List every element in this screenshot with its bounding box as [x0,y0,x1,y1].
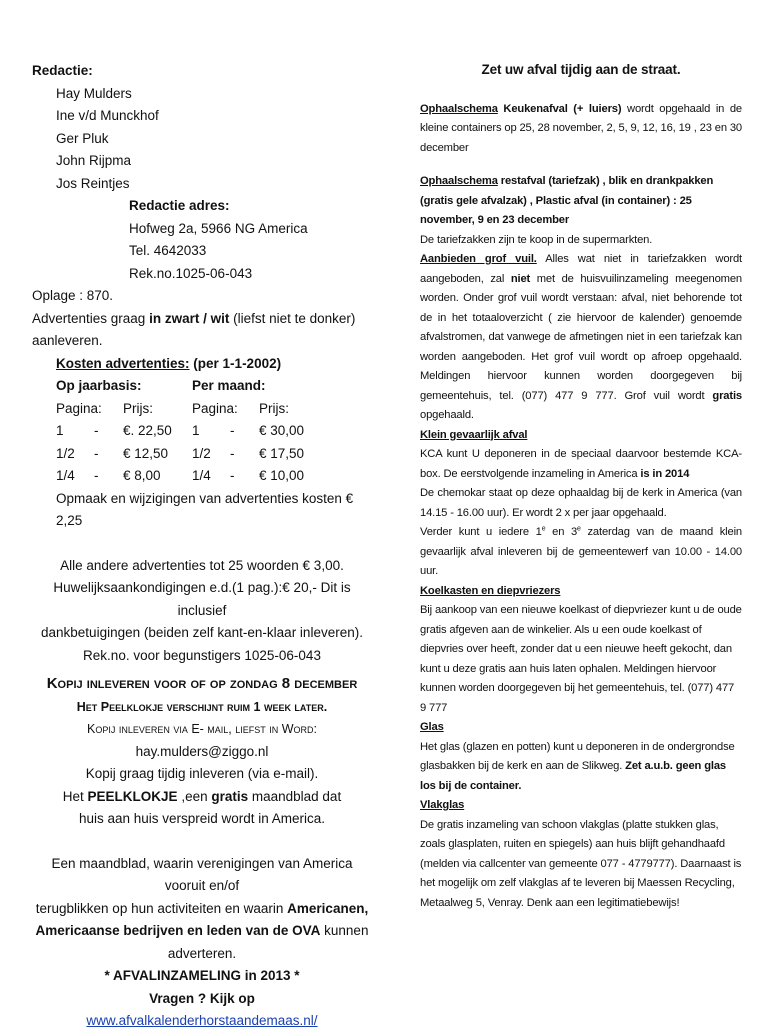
maandblad-line2: huis aan huis verspreid wordt in America. [78,811,326,826]
kopij-tijdig: Kopij graag tijdig inleveren (via e-mail). [85,766,319,781]
vlakglas-paragraph: De gratis inzameling van schoon vlakglas (platte stukken glas, zoals glasplaten, ruiten en spiegels) aan huis blijft gehandhaafd (melden via callcenter van gemeente 077 - 4779777). Daarnaast is het mogelijk om zelf vlakglas af te leveren bij Maessen Recycling, Metaalweg 5, Venray. Denk aan een legitimatiebewijs! [420,818,742,909]
costs-header: Kosten advertenties: (per 1-1-2002) [56,355,282,371]
address-line: Hofweg 2a, 5966 NG America [129,220,308,236]
kca-paragraph: KCA kunt U deponeren in de speciaal daarvoor bestemde KCA-box. De eerstvolgende inzameling in America is in 2014 De chemokar staat op deze ophaaldag bij de kerk in America (van 14.15 - 16.00 uur). Er wordt 2 x per jaar opgehaald. Verder kunt u iedere 1e en 3e zaterdag van de maand klein gevaarlijk afval inleveren bij de gemeentewerf van 10.00 - 14.00 uur. [420,448,742,577]
kopij-deadline: Kopij inleveren voor of op zondag 8 december [46,675,358,692]
ads-instruction: Advertenties graag in zwart / wit (liefst niet te donker) aanleveren. [32,310,356,348]
oplage: Oplage : 870. [32,288,114,303]
period-header: Op jaarbasis: Per maand: [56,378,266,393]
address-line: Rek.no.1025-06-043 [129,265,253,281]
vlakglas-title: Vlakglas [420,799,465,811]
opmaak-cost: Opmaak en wijzigingen van advertenties kosten € 2,25 [56,490,354,528]
member: Hay Mulders [56,85,132,101]
rates-header: Pagina: Prijs: Pagina: Prijs: [56,400,289,416]
peelklokje-later: Het Peelklokje verschijnt ruim 1 week later. [76,699,328,714]
glas-paragraph: Het glas (glazen en potten) kunt u deponeren in de ondergrondse glasbakken bij de kerk en aan de Slikweg. Zet a.u.b. geen glas los bij de container. [420,740,735,792]
koelkasten-title: Koelkasten en diepvriezers [420,584,561,597]
grofvuil-paragraph: Aanbieden grof vuil. Alles wat niet in tariefzakken wordt aangeboden, zal niet met de huisvuilinzameling meegenomen worden. Onder grof vuil wordt verstaan: afval, niet behorende tot de in het totaaloverzicht ( zie hiervoor de kalender) genoemde afvalstromen, dat vanwege de afmetingen niet in een tariefzak kan worden aangeboden. Het grof vuil wordt op afroep opgehaald. Meldingen hiervoor kunnen worden doorgegeven bij gemeentehuis, tel. (077) 477 9 777. Grof vuil wordt gratis opgehaald. [420,253,742,421]
koelkasten-paragraph: Bij aankoop van een nieuwe koelkast of diepvriezer kunt u de oude gratis afgeven aan de winkelier. Als u een oude koelkast of diepvries over heeft, zonder dat u een nieuwe heeft gekocht, dan kunt u deze gratis aan huis laten ophalen. Meldingen hiervoor kunnen worden doorgegeven bij het gemeentehuis, tel. (077) 477 9 777 [420,604,742,714]
right-column [420,60,742,913]
glas-title: Glas [420,721,444,733]
maandblad-line: Het PEELKLOKJE ,een gratis maandblad dat [62,788,342,804]
member: John Rijpma [56,153,132,168]
redactie-label: Redactie: [32,63,93,78]
member: Ine v/d Munckhof [56,108,159,123]
member: Jos Reintjes [56,175,130,191]
address-line: Tel. 4642033 [129,243,207,258]
rate-row: 1/4 - € 8,00 1/4 - € 10,00 [56,468,305,483]
footer-text: Een maandblad, waarin verenigingen van America vooruit en/of terugblikken op hun activiteiten en waarin Americanen, Americaanse bedrijven en leden van de OVA kunnen adverteren. * AFVALINZAMELING in 2013 * Vragen ? Kijk op www.afvalkalenderhorstaandemaas.nl/ [35,855,369,1028]
rate-row: 1/2 - € 12,50 1/2 - € 17,50 [56,445,305,461]
restafval-paragraph: Ophaalschema restafval (tariefzak) , blik en drankpakken (gratis gele afvalzak) , Plastic afval (in container) : 25 november, 9 en 23 december De tariefzakken zijn te koop in de supermarkten. [420,175,714,246]
afvalkalender-link[interactable]: www.afvalkalenderhorstaandemaas.nl/ [86,1013,318,1028]
redactie-members [32,83,372,196]
keukenafval-paragraph: Ophaalschema Keukenafval (+ luiers) wordt opgehaald in de kleine containers op 25, 28 november, 2, 5, 9, 12, 16, 19 , 23 en 30 december [420,102,742,154]
ads-costs [32,353,372,533]
kopij-mail: Kopij inleveren via E- mail, liefst in Word: [87,722,317,736]
redactie-address [32,195,372,285]
address-label: Redactie adres: [129,198,230,213]
member: Ger Pluk [56,130,109,146]
rate-row: 1 - €. 22,50 1 - € 30,00 [56,423,305,438]
afval-title: Zet uw afval tijdig aan de straat. [481,62,681,77]
kca-title: Klein gevaarlijk afval [420,428,528,441]
email-address[interactable]: hay.mulders@ziggo.nl [135,743,269,759]
left-column [32,60,372,1033]
other-ads: Alle andere advertenties tot 25 woorden € 3,00. Huwelijksaankondigingen e.d.(1 pag.):€ 20,- Dit is inclusief dankbetuigingen (beiden zelf kant-en-klaar inleveren). Rek.no. voor begunstigers 1025-06-043 [41,557,363,663]
